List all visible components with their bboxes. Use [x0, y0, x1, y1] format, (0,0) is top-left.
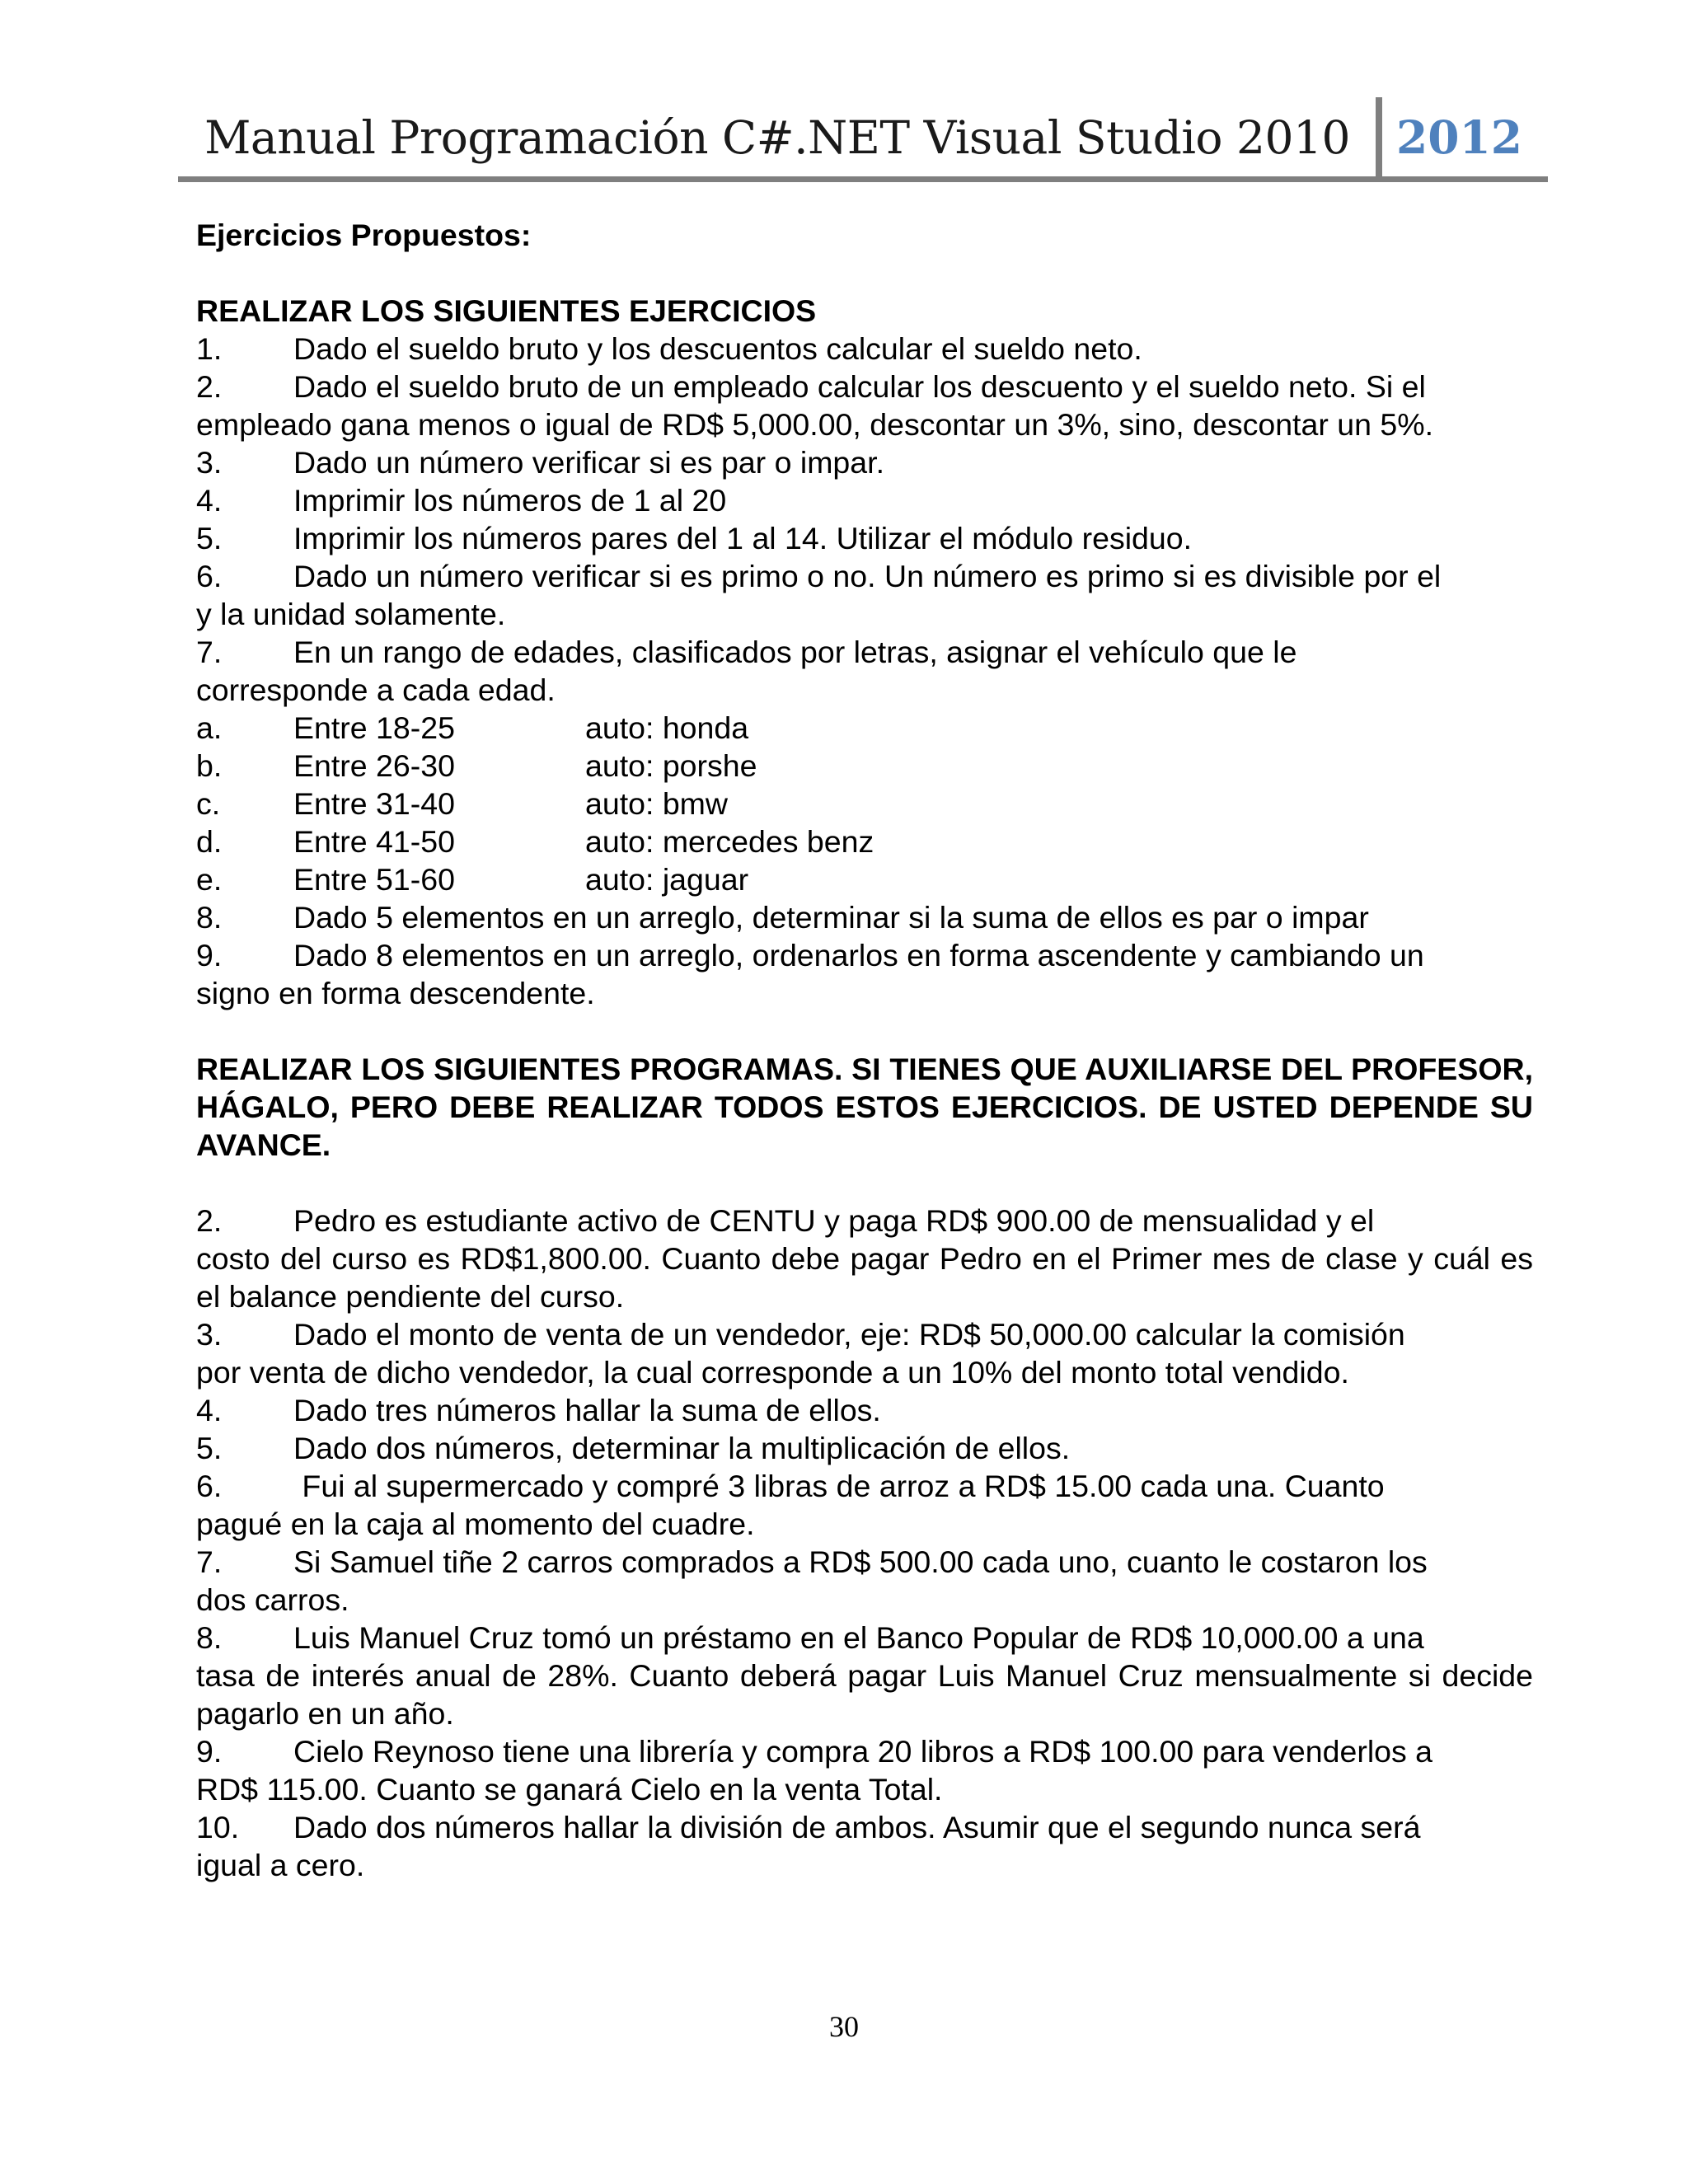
item-text-continued: dos carros. — [196, 1582, 349, 1617]
item-text: Luis Manuel Cruz tomó un préstamo en el Banco Popular de RD$ 10,000.00 a una — [293, 1620, 1424, 1655]
vehicle-name: auto: jaguar — [585, 862, 749, 897]
list-item — [196, 1315, 1533, 1353]
vehicle-row — [196, 860, 1533, 898]
item-text: Dado el sueldo bruto de un empleado calcular los descuento y el sueldo neto. Si el — [293, 369, 1426, 404]
list-item — [196, 1732, 1533, 1770]
item-text: Cielo Reynoso tiene una librería y compra 20 libros a RD$ 100.00 para venderlos a — [293, 1734, 1433, 1769]
item-text-continued: RD$ 115.00. Cuanto se ganará Cielo en la venta Total. — [196, 1772, 943, 1807]
header-title: Manual Programación C#.NET Visual Studio 2010 — [204, 111, 1350, 164]
list-item — [196, 1391, 1533, 1429]
vehicle-row — [196, 785, 1533, 823]
item-text: Dado dos números, determinar la multiplicación de ellos. — [293, 1431, 1071, 1465]
list-item — [196, 557, 1533, 595]
item-text: En un rango de edades, clasificados por letras, asignar el vehículo que le — [293, 635, 1297, 669]
item-number: 9. — [196, 1734, 223, 1769]
item-number: 4. — [196, 1393, 223, 1427]
item-text: Dado el monto de venta de un vendedor, eje: RD$ 50,000.00 calcular la comisión — [293, 1317, 1405, 1352]
vehicle-list — [196, 709, 1533, 898]
vehicle-name: auto: porshe — [585, 748, 757, 783]
item-text: Dado el sueldo bruto y los descuentos calcular el sueldo neto. — [293, 331, 1142, 366]
item-number: 5. — [196, 521, 223, 555]
part1-list — [196, 330, 1533, 709]
header-separator — [1376, 97, 1382, 176]
vehicle-name: auto: mercedes benz — [585, 824, 874, 859]
item-text: Dado 5 elementos en un arreglo, determinar si la suma de ellos es par o impar — [293, 900, 1369, 935]
item-text: Dado dos números hallar la división de ambos. Asumir que el segundo nunca será — [293, 1810, 1421, 1844]
list-item — [196, 1429, 1533, 1467]
item-number: 10. — [196, 1810, 240, 1844]
part1-list-continued — [196, 898, 1533, 1012]
list-item — [196, 1543, 1533, 1581]
item-number: 3. — [196, 1317, 223, 1352]
item-text: Imprimir los números de 1 al 20 — [293, 483, 727, 518]
item-text: Dado un número verificar si es par o impar. — [293, 445, 884, 480]
age-range: Entre 26-30 — [293, 748, 455, 783]
vehicle-row — [196, 709, 1533, 747]
item-number: 2. — [196, 1203, 223, 1238]
vehicle-letter: b. — [196, 748, 223, 783]
age-range: Entre 31-40 — [293, 786, 455, 821]
vehicle-row — [196, 823, 1533, 860]
list-item — [196, 330, 1533, 368]
item-text: Si Samuel tiñe 2 carros comprados a RD$ 500.00 cada uno, cuanto le costaron los — [293, 1544, 1428, 1579]
part2-heading: REALIZAR LOS SIGUIENTES PROGRAMAS. SI TIENES QUE AUXILIARSE DEL PROFESOR, HÁGALO, PERO DEBE REALIZAR TODOS ESTOS EJERCICIOS. DE USTED DEPENDE SU AVANCE. — [196, 1052, 1533, 1162]
item-number: 9. — [196, 938, 223, 972]
item-text-continued: corresponde a cada edad. — [196, 673, 556, 707]
list-item — [196, 936, 1533, 974]
list-item — [196, 519, 1533, 557]
page-header — [178, 97, 1548, 183]
header-rule — [178, 176, 1548, 182]
vehicle-letter: d. — [196, 824, 223, 859]
list-item — [196, 1619, 1533, 1657]
item-text-continued: signo en forma descendente. — [196, 976, 595, 1010]
section-title: Ejercicios Propuestos: — [196, 218, 532, 252]
vehicle-row — [196, 747, 1533, 785]
item-text-continued: igual a cero. — [196, 1848, 365, 1882]
age-range: Entre 18-25 — [293, 710, 455, 745]
vehicle-name: auto: bmw — [585, 786, 728, 821]
spacer — [196, 1164, 1533, 1202]
header-year: 2012 — [1396, 110, 1523, 164]
list-item — [196, 1467, 1533, 1505]
page-number: 30 — [829, 2010, 859, 2043]
item-text: Dado 8 elementos en un arreglo, ordenarlos en forma ascendente y cambiando un — [293, 938, 1424, 972]
item-number: 7. — [196, 635, 223, 669]
item-text-continued: tasa de interés anual de 28%. Cuanto deberá pagar Luis Manuel Cruz mensualmente si decide pagarlo en un año. — [196, 1658, 1533, 1731]
part2-list — [196, 1202, 1533, 1884]
age-range: Entre 41-50 — [293, 824, 455, 859]
item-number: 1. — [196, 331, 223, 366]
part1-heading: REALIZAR LOS SIGUIENTES EJERCICIOS — [196, 293, 817, 328]
item-number: 3. — [196, 445, 223, 480]
vehicle-name: auto: honda — [585, 710, 749, 745]
list-item — [196, 1808, 1533, 1846]
item-number: 6. — [196, 1469, 223, 1503]
vehicle-letter: a. — [196, 710, 223, 745]
vehicle-letter: c. — [196, 786, 221, 821]
list-item — [196, 368, 1533, 405]
list-item — [196, 1202, 1533, 1240]
item-number: 2. — [196, 369, 223, 404]
item-text: Dado un número verificar si es primo o no. Un número es primo si es divisible por el — [293, 559, 1442, 593]
item-number: 7. — [196, 1544, 223, 1579]
item-text: Fui al supermercado y compré 3 libras de arroz a RD$ 15.00 cada una. Cuanto — [293, 1469, 1385, 1503]
item-text: Dado tres números hallar la suma de ellos. — [293, 1393, 881, 1427]
item-text-continued: y la unidad solamente. — [196, 597, 506, 631]
item-number: 8. — [196, 900, 223, 935]
item-text-continued: por venta de dicho vendedor, la cual corresponde a un 10% del monto total vendido. — [196, 1355, 1349, 1390]
spacer — [196, 254, 1533, 292]
item-number: 4. — [196, 483, 223, 518]
list-item — [196, 481, 1533, 519]
list-item — [196, 443, 1533, 481]
item-text: Pedro es estudiante activo de CENTU y paga RD$ 900.00 de mensualidad y el — [293, 1203, 1375, 1238]
spacer — [196, 1012, 1533, 1050]
vehicle-letter: e. — [196, 862, 223, 897]
item-text: Imprimir los números pares del 1 al 14. Utilizar el módulo residuo. — [293, 521, 1193, 555]
item-number: 5. — [196, 1431, 223, 1465]
item-text-continued: pagué en la caja al momento del cuadre. — [196, 1507, 755, 1541]
list-item — [196, 633, 1533, 671]
list-item — [196, 898, 1533, 936]
page-body — [196, 216, 1533, 1884]
item-number: 6. — [196, 559, 223, 593]
age-range: Entre 51-60 — [293, 862, 455, 897]
item-text-continued: costo del curso es RD$1,800.00. Cuanto debe pagar Pedro en el Primer mes de clase y cuál es el balance pendiente del curso. — [196, 1241, 1533, 1314]
item-number: 8. — [196, 1620, 223, 1655]
item-text-continued: empleado gana menos o igual de RD$ 5,000.00, descontar un 3%, sino, descontar un 5%. — [196, 407, 1433, 442]
